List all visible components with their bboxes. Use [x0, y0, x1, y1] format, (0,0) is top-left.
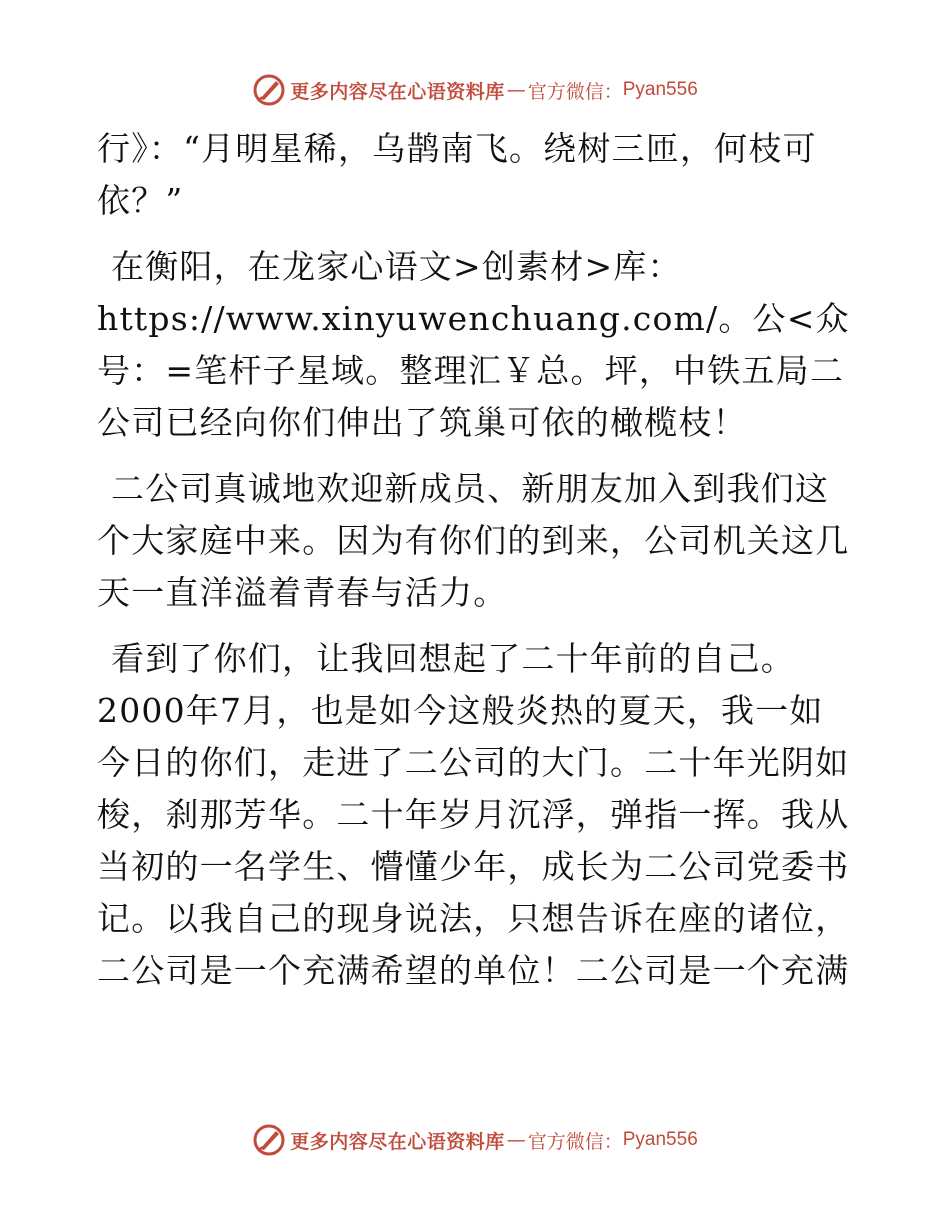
- watermark-id: Pyan556: [622, 79, 698, 100]
- paragraph: 看到了你们，让我回想起了二十年前的自己。2000年7月，也是如今这般炎热的夏天，我一如今日的你们，走进了二公司的大门。二十年光阴如梭，刹那芳华。二十年岁月沉浮，弹指一挥。我从当初的一名学生、懵懂少年，成长为二公司党委书记。以我自己的现身说法，只想告诉在座的诸位，二公司是一个充满希望的单位！二公司是一个充满: [97, 639, 850, 990]
- watermark-separator: —: [506, 1129, 526, 1151]
- paragraph: 在衡阳，在龙家心语文>创素材>库：https://www.xinyuwenchuang.com/。公<众号：=笔杆子星域。整理汇￥总。坪，中铁五局二公司已经向你们伸出了筑巢可依的橄榄枝！: [97, 247, 850, 442]
- watermark-label: 官方微信：: [527, 1130, 623, 1153]
- footer-watermark: [0, 1120, 950, 1160]
- header-watermark: [0, 70, 950, 110]
- watermark-brand: 更多内容尽在心语资料库: [290, 1130, 505, 1153]
- watermark-brand: 更多内容尽在心语资料库: [290, 80, 505, 103]
- document-body: [97, 123, 857, 997]
- watermark-id: Pyan556: [622, 1129, 698, 1150]
- watermark-label: 官方微信：: [527, 80, 623, 103]
- quill-pen-icon: [252, 1123, 286, 1157]
- watermark-separator: —: [506, 79, 526, 101]
- quill-pen-icon: [252, 73, 286, 107]
- paragraph: 行》：“月明星稀，乌鹊南飞。绕树三匝，何枝可依？”: [97, 129, 817, 220]
- paragraph: 二公司真诚地欢迎新成员、新朋友加入到我们这个大家庭中来。因为有你们的到来，公司机关这几天一直洋溢着青春与活力。: [97, 469, 850, 612]
